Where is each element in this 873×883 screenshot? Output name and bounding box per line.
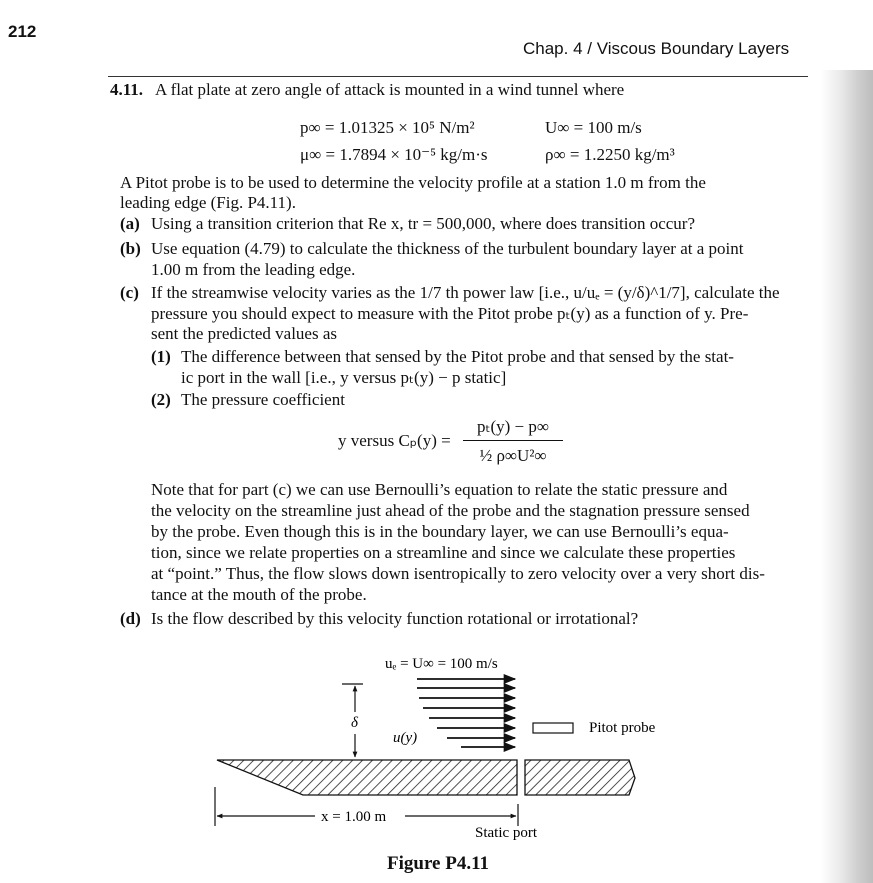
ue-label: uₑ = U∞ = 100 m/s <box>385 656 498 672</box>
problem-number: 4.11. <box>110 80 144 99</box>
header-rule <box>108 76 808 77</box>
part-d-text: Is the flow described by this velocity function rotational or irrotational? <box>151 609 639 628</box>
part-c1-label: (1) <box>151 347 171 366</box>
note-line: Note that for part (c) we can use Bernoulli’s equation to relate the static pressure and <box>151 480 728 499</box>
equation-numerator: pₜ(y) − p∞ <box>476 417 550 436</box>
part-b-label: (b) <box>120 239 141 258</box>
pitot-probe-label: Pitot probe <box>589 720 656 736</box>
note-line: tion, since we relate properties on a streamline and since we calculate these properties <box>151 543 736 562</box>
static-port-label: Static port <box>475 825 538 841</box>
part-b-text: Use equation (4.79) to calculate the thickness of the turbulent boundary layer at a point <box>151 239 744 258</box>
page-number: 212 <box>8 22 37 41</box>
para-line: leading edge (Fig. P4.11). <box>120 193 296 212</box>
part-c2-label: (2) <box>151 390 171 409</box>
note-line: at “point.” Thus, the flow slows down isentropically to zero velocity over a very short dis- <box>151 564 765 583</box>
part-c1-text: ic port in the wall [i.e., y versus pₜ(y) − p static] <box>181 368 507 387</box>
figure-caption: Figure P4.11 <box>387 853 490 874</box>
note-line: by the probe. Even though this is in the boundary layer, we can use Bernoulli’s equa- <box>151 522 729 541</box>
given-rho-inf: ρ∞ = 1.2250 kg/m³ <box>545 145 675 164</box>
part-b-text: 1.00 m from the leading edge. <box>151 260 356 279</box>
fraction-bar <box>463 440 563 441</box>
given-u-inf: U∞ = 100 m/s <box>545 118 642 137</box>
part-a-label: (a) <box>120 214 140 233</box>
given-mu-inf: μ∞ = 1.7894 × 10⁻⁵ kg/m·s <box>300 145 488 164</box>
figure-p4-11 <box>205 640 656 855</box>
part-d-label: (d) <box>120 609 141 628</box>
flat-plate-aft <box>525 760 635 795</box>
part-c-text: pressure you should expect to measure with the Pitot probe pₜ(y) as a function of y. Pre- <box>151 304 749 323</box>
chapter-header: Chap. 4 / Viscous Boundary Layers <box>523 39 790 58</box>
part-c-text: sent the predicted values as <box>151 324 337 343</box>
flat-plate <box>217 760 517 795</box>
part-c-text: If the streamwise velocity varies as the 1/7 th power law [i.e., u/uₑ = (y/δ)^1/7], calculate the <box>151 283 780 302</box>
note-line: the velocity on the streamline just ahead of the probe and the stagnation pressure sensed <box>151 501 750 520</box>
x-label: x = 1.00 m <box>321 809 387 825</box>
equation-denominator: ½ ρ∞U²∞ <box>479 446 547 465</box>
para-line: A Pitot probe is to be used to determine the velocity profile at a station 1.0 m from the <box>120 173 706 192</box>
given-p-inf: p∞ = 1.01325 × 10⁵ N/m² <box>300 118 475 137</box>
equation-lhs: y versus Cₚ(y) = <box>338 431 451 450</box>
uy-label: u(y) <box>393 730 418 746</box>
part-c2-text: The pressure coefficient <box>181 390 345 409</box>
part-c-label: (c) <box>120 283 139 302</box>
part-a-text: Using a transition criterion that Re x, tr = 500,000, where does transition occur? <box>151 214 696 233</box>
delta-label: δ <box>351 715 358 731</box>
part-c1-text: The difference between that sensed by the Pitot probe and that sensed by the stat- <box>181 347 734 366</box>
note-line: tance at the mouth of the probe. <box>151 585 367 604</box>
problem-intro: A flat plate at zero angle of attack is mounted in a wind tunnel where <box>155 80 625 99</box>
pitot-probe <box>533 723 573 733</box>
page-edge-shadow <box>821 70 873 883</box>
figure-drawing <box>205 640 656 850</box>
